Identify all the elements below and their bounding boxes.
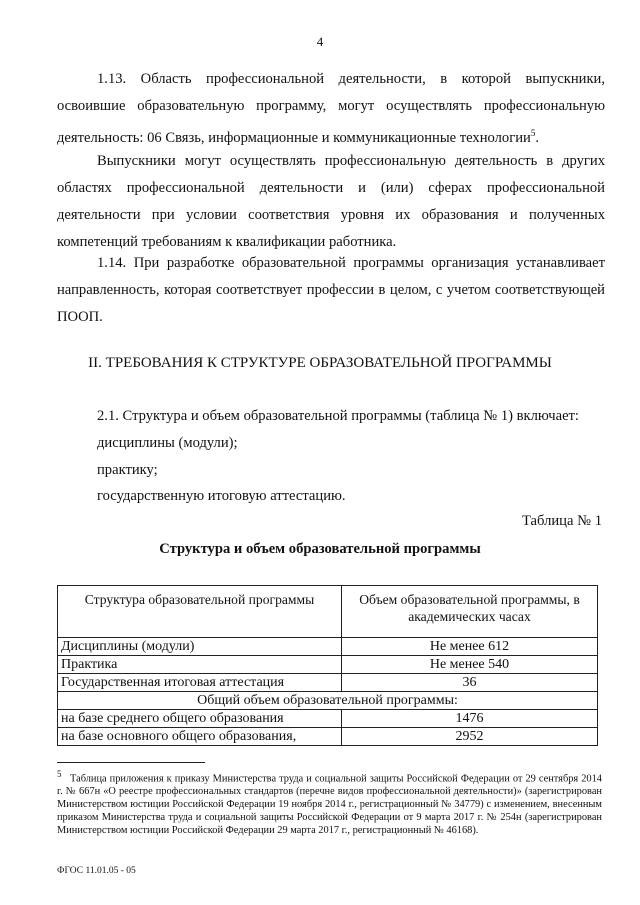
list-item: дисциплины (модули); (97, 435, 238, 451)
table-header-cell: Структура образовательной программы (58, 586, 342, 638)
page-number: 4 (316, 34, 324, 49)
table-cell: Государственная итоговая аттестация (58, 674, 342, 692)
document-code: ФГОС 11.01.05 - 05 (57, 866, 136, 876)
table-row (58, 728, 598, 746)
table-cell: Практика (58, 656, 342, 674)
paragraph-1-13-text: 1.13. Область профессиональной деятельности, в которой выпускники, освоившие образовательную программу, могут осуществлять профессиональную деятельность: 06 Связь, информационные и коммуникационные технологии (57, 71, 605, 146)
table-header-cell: Объем образовательной программы, в академических часах (342, 586, 598, 638)
footnote (57, 768, 602, 837)
table-cell: на базе среднего общего образования (58, 710, 342, 728)
table-cell: 1476 (342, 710, 598, 728)
footnote-mark: 5 (57, 769, 62, 779)
table-cell: Дисциплины (модули) (58, 638, 342, 656)
table-row (58, 656, 598, 674)
table-row (58, 638, 598, 656)
paragraph-1-13: 1.13. Область профессиональной деятельности, в которой выпускники, освоившие образовательную программу, могут осуществлять профессиональную деятельность: 06 Связь, информационные и коммуникационные технологии$^5$. (57, 71, 605, 146)
footnote-reference: 5 (530, 128, 536, 138)
structure-table (57, 585, 598, 746)
paragraph-1-14: 1.14. При разработке образовательной программы организация устанавливает направленность, которая соответствует профессии в целом, с учетом соответствующей ПООП. (57, 255, 605, 325)
table-cell: 36 (342, 674, 598, 692)
table-row (58, 674, 598, 692)
table-cell: Не менее 540 (342, 656, 598, 674)
footnote-text: Таблица приложения к приказу Министерства труда и социальной защиты Российской Федерации от 29 сентября 2014 г. № 667н «О реестре профессиональных стандартов (перечне видов профессиональной деятельности)» (зарегистрирован Министерством юстиции Российской Федерации 19 ноября 2014 г., регистрационный № 34779) с изменением, внесенным приказом Министерства труда и социальной защиты Российской Федерации от 9 марта 2017 г. № 254н (зарегистрирован Министерством юстиции Российской Федерации 29 марта 2017 г., регистрационный № 46168). (57, 773, 602, 837)
table-title: Структура и объем образовательной программы (159, 541, 481, 557)
table-cell: Не менее 612 (342, 638, 598, 656)
table-cell: 2952 (342, 728, 598, 746)
table-header-row (58, 586, 598, 638)
footnote-divider (57, 762, 205, 763)
table-number: Таблица № 1 (522, 513, 602, 529)
paragraph-graduates: Выпускники могут осуществлять профессиональную деятельность в других областях профессиональной деятельности и (или) сферах профессиональной деятельности при условии соответствия уровня их образования и полученных компетенций требованиям к квалификации работника. (57, 153, 605, 250)
section-heading: II. ТРЕБОВАНИЯ К СТРУКТУРЕ ОБРАЗОВАТЕЛЬНОЙ ПРОГРАММЫ (88, 355, 552, 371)
table-total-label: Общий объем образовательной программы: (58, 692, 598, 710)
list-item: государственную итоговую аттестацию. (97, 488, 346, 504)
table-cell: на базе основного общего образования, (58, 728, 342, 746)
table-total-row (58, 692, 598, 710)
paragraph-2-1: 2.1. Структура и объем образовательной программы (таблица № 1) включает: (97, 408, 579, 424)
list-item: практику; (97, 462, 158, 478)
table-row (58, 710, 598, 728)
